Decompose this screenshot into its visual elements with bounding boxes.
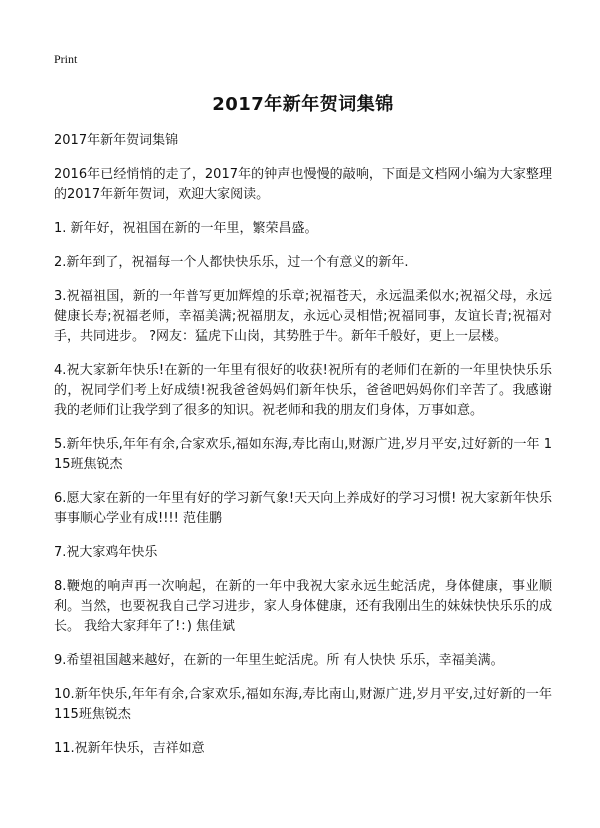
intro-paragraph: 2016年已经悄悄的走了，2017年的钟声也慢慢的敲响，下面是文档网小编为大家整理的2017年新年贺词，欢迎大家阅读。 [54,167,552,202]
greeting-item-9: 9.希望祖国越来越好，在新的一年里生蛇活虎。所 有人快快 乐乐，幸福美满。 [54,653,504,668]
greeting-item-1: 1. 新年好，祝祖国在新的一年里，繁荣昌盛。 [54,221,318,236]
greeting-item-4: 4.祝大家新年快乐!在新的一年里有很好的收获!祝所有的老师们在新的一年里快快乐乐的，祝同学们考上好成绩!祝我爸爸妈妈们新年快乐，爸爸吧妈妈你们辛苦了。我感谢我的老师们让我学到了很多的知识。祝老师和我的朋友们身体，万事如意。 [54,363,552,418]
greeting-item-3: 3.祝福祖国，新的一年普写更加辉煌的乐章;祝福苍天，永远温柔似水;祝福父母，永远健康长寿;祝福老师，幸福美满;祝福朋友，永远心灵相惜;祝福同事，友谊长青;祝福对手，共同进步。 ?网友：猛虎下山岗，其势胜于牛。新年千般好，更上一层楼。 [54,289,552,344]
document-subtitle: 2017年新年贺词集锦 [54,133,179,148]
greeting-item-7: 7.祝大家鸡年快乐 [54,545,158,560]
greeting-item-6: 6.愿大家在新的一年里有好的学习新气象!天天向上养成好的学习习惯! 祝大家新年快乐事事顺心学业有成!!!! 范佳鹏 [54,491,552,526]
greeting-item-10: 10.新年快乐,年年有余,合家欢乐,福如东海,寿比南山,财源广进,岁月平安,过好新的一年 115班焦锐杰 [54,687,552,722]
greeting-item-2: 2.新年到了，祝福每一个人都快快乐乐，过一个有意义的新年. [54,255,409,270]
greeting-item-8: 8.鞭炮的响声再一次响起，在新的一年中我祝大家永远生蛇活虎，身体健康，事业顺利。当然，也要祝我自己学习进步，家人身体健康，还有我刚出生的妹妹快快乐乐的成长。 我给大家拜年了!：) 焦佳斌 [54,579,552,634]
greeting-item-5: 5.新年快乐,年年有余,合家欢乐,福如东海,寿比南山,财源广进,岁月平安,过好新的一年 115班焦锐杰 [54,437,552,472]
page-title: 2017年新年贺词集锦 [212,94,394,115]
print-link[interactable]: Print [54,52,78,66]
greeting-item-11: 11.祝新年快乐，吉祥如意 [54,741,205,756]
